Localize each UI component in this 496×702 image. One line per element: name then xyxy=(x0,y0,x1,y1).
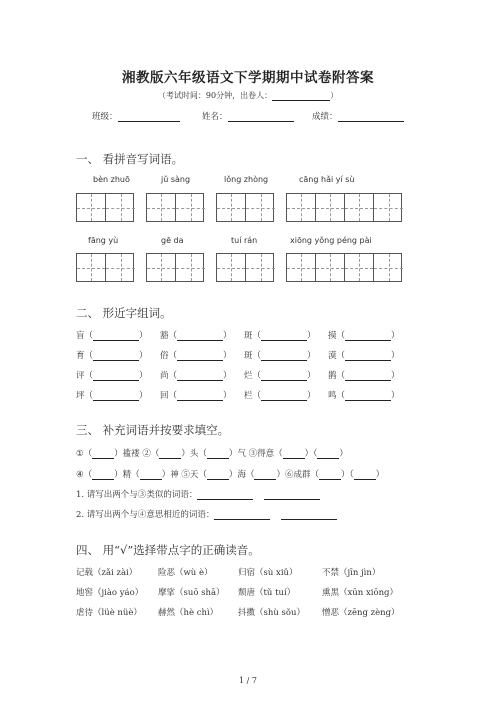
page-title: 湘教版六年级语文下学期期中试卷附答案 xyxy=(122,70,374,86)
answer-blank[interactable] xyxy=(345,352,391,361)
fill-row-2: ④（ ）精（ ）神 ⑤天（ ）海（ ）⑥成群（ ）（ ） xyxy=(76,470,385,480)
answer-blank[interactable] xyxy=(261,392,307,401)
score-blank[interactable] xyxy=(338,112,404,122)
writing-grid[interactable] xyxy=(146,253,204,282)
answer-blank[interactable] xyxy=(254,471,276,480)
answer-blank[interactable] xyxy=(345,392,391,401)
writing-grid[interactable] xyxy=(76,193,134,222)
answer-blank[interactable] xyxy=(93,372,139,381)
answer-blank[interactable] xyxy=(354,471,376,480)
pronunciation-item[interactable]: 归宿（sù xiǔ） xyxy=(238,568,298,578)
word-item: 坪（ ） xyxy=(76,391,148,401)
pinyin: tuí rán xyxy=(231,236,258,245)
pinyin: xiōng yǒng péng pài xyxy=(290,236,372,245)
answer-blank[interactable] xyxy=(214,511,270,520)
section-4-heading: 四、 用“√”选择带点字的正确读音。 xyxy=(76,543,260,557)
answer-blank[interactable] xyxy=(159,450,181,459)
pinyin: lǒng zhòng xyxy=(224,175,269,184)
answer-blank[interactable] xyxy=(207,450,229,459)
score-field xyxy=(312,110,404,122)
subtitle-end: ） xyxy=(330,91,339,100)
word-item: 俗（ ） xyxy=(160,351,232,361)
answer-blank[interactable] xyxy=(281,511,337,520)
pronunciation-item[interactable]: 抖擞（shù sǒu） xyxy=(238,608,305,618)
word-item: 评（ ） xyxy=(76,371,148,381)
subtitle-text: （考试时间：90分钟，出卷人： xyxy=(157,91,273,100)
writing-grid[interactable] xyxy=(146,193,204,222)
answer-blank[interactable] xyxy=(177,392,223,401)
answer-blank[interactable] xyxy=(197,491,253,500)
name-blank[interactable] xyxy=(228,112,294,122)
word-item: 豁（ ） xyxy=(160,331,232,341)
writing-grid[interactable] xyxy=(76,253,134,282)
answer-blank[interactable] xyxy=(93,332,139,341)
answer-blank[interactable] xyxy=(177,352,223,361)
answer-blank[interactable] xyxy=(177,332,223,341)
answer-blank[interactable] xyxy=(177,372,223,381)
word-item: 漠（ ） xyxy=(328,351,400,361)
pronunciation-item[interactable]: 地窖（jiào yáo） xyxy=(76,588,144,598)
pronunciation-item[interactable]: 颓唐（tǔ tuí） xyxy=(238,588,296,598)
word-item: 斑（ ） xyxy=(244,351,316,361)
answer-blank[interactable] xyxy=(261,372,307,381)
answer-blank[interactable] xyxy=(140,471,162,480)
score-label: 成绩： xyxy=(312,112,338,122)
pronunciation-item[interactable]: 虐待（lüè nüè） xyxy=(76,608,142,618)
answer-blank[interactable] xyxy=(261,352,307,361)
page-number: 1 / 7 xyxy=(239,676,257,685)
class-field xyxy=(92,110,180,122)
pronunciation-item[interactable]: 险恶（wù è） xyxy=(158,568,213,578)
section-3-heading: 三、 补充词语并按要求填空。 xyxy=(76,423,230,437)
pronunciation-item[interactable]: 赫然（hè chì） xyxy=(158,608,219,618)
answer-blank[interactable] xyxy=(92,471,114,480)
word-item: 摸（ ） xyxy=(328,331,400,341)
word-item: 回（ ） xyxy=(160,391,232,401)
word-item: 鹊（ ） xyxy=(328,371,400,381)
answer-blank[interactable] xyxy=(345,372,391,381)
pinyin: bèn zhuō xyxy=(93,175,130,184)
word-item: 栏（ ） xyxy=(244,391,316,401)
class-blank[interactable] xyxy=(118,112,180,122)
subtitle xyxy=(0,90,496,101)
question-1: 1. 请写出两个与③类似的词语： xyxy=(76,488,320,500)
writing-grid[interactable] xyxy=(216,253,274,282)
answer-blank[interactable] xyxy=(345,332,391,341)
name-field xyxy=(202,110,294,122)
pinyin: jǔ sàng xyxy=(161,175,191,184)
pronunciation-item[interactable]: 憎恶（zēng zèng） xyxy=(322,608,400,618)
section-1-heading: 一、 看拼音写词语。 xyxy=(76,152,184,166)
section-2-heading: 二、 形近字组词。 xyxy=(76,306,172,320)
answer-blank[interactable] xyxy=(317,450,339,459)
pinyin: cāng hǎi yí sù xyxy=(299,175,355,184)
writing-grid[interactable] xyxy=(216,193,274,222)
author-blank[interactable] xyxy=(272,91,330,101)
pronunciation-item[interactable]: 熏黑（xūn xiōng） xyxy=(322,588,398,598)
word-item: 斑（ ） xyxy=(244,331,316,341)
writing-grid[interactable] xyxy=(286,193,402,222)
fill-row-1: ①（ ）褴褛 ②（ ）头（ ）气 ③得意（ ）（ ） xyxy=(76,449,348,459)
class-label: 班级： xyxy=(92,112,118,122)
answer-blank[interactable] xyxy=(264,491,320,500)
question-2: 2. 请写出两个与④意思相近的词语： xyxy=(76,508,337,520)
pinyin: fāng yù xyxy=(88,236,119,245)
answer-blank[interactable] xyxy=(93,392,139,401)
word-item: 尚（ ） xyxy=(160,371,232,381)
answer-blank[interactable] xyxy=(261,332,307,341)
word-item: 烂（ ） xyxy=(244,371,316,381)
word-item: 鸣（ ） xyxy=(328,391,400,401)
pronunciation-item[interactable]: 不禁（jīn jìn） xyxy=(322,568,381,578)
answer-blank[interactable] xyxy=(283,450,305,459)
word-item: 盲（ ） xyxy=(76,331,148,341)
name-label: 姓名： xyxy=(202,112,228,122)
answer-blank[interactable] xyxy=(207,471,229,480)
pronunciation-item[interactable]: 记载（zǎi zài） xyxy=(76,568,138,578)
word-item: 育（ ） xyxy=(76,351,148,361)
writing-grid[interactable] xyxy=(286,253,402,282)
answer-blank[interactable] xyxy=(92,450,114,459)
answer-blank[interactable] xyxy=(319,471,341,480)
pinyin: gē da xyxy=(161,236,184,245)
answer-blank[interactable] xyxy=(93,352,139,361)
pronunciation-item[interactable]: 摩挲（suō shā） xyxy=(158,588,225,598)
